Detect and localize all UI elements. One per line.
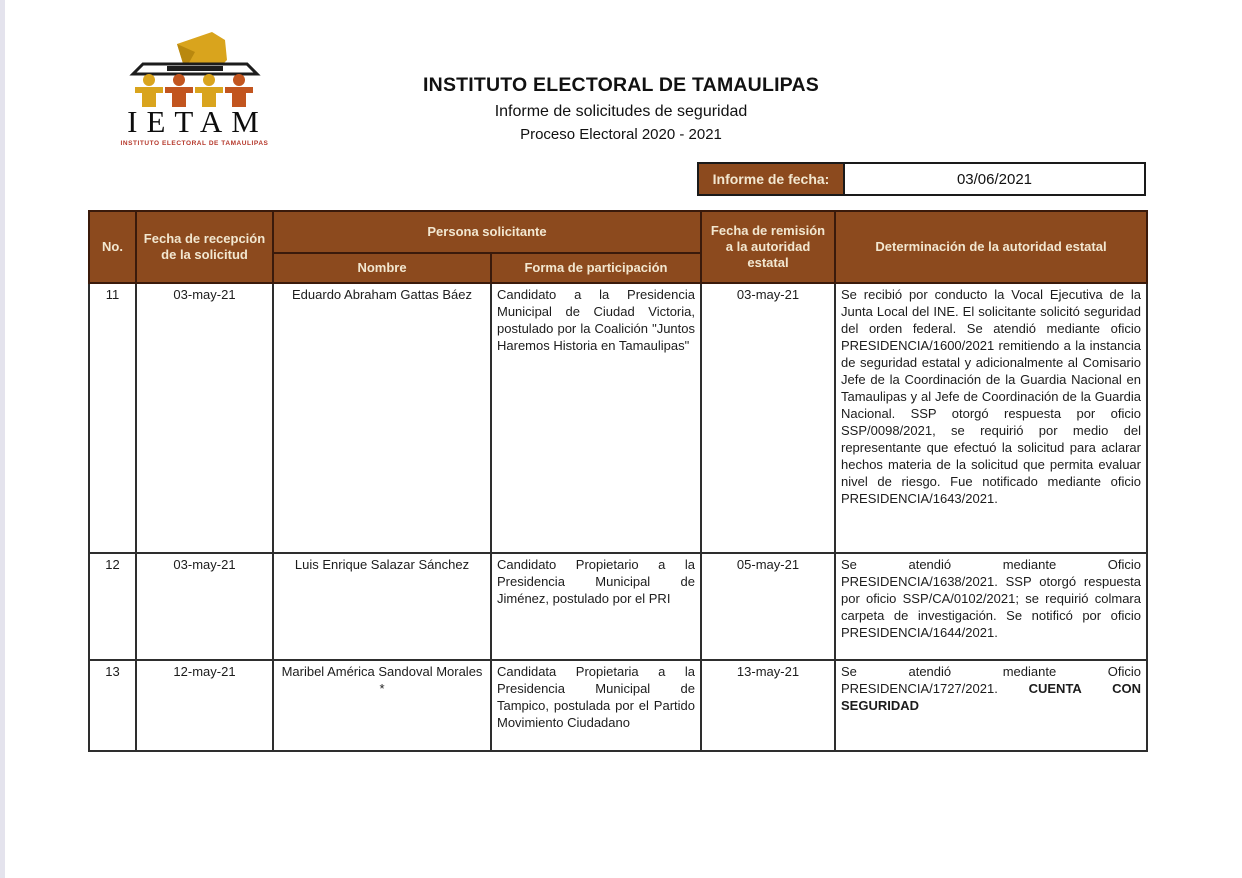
- col-header-forma-participacion: Forma de participación: [491, 253, 701, 283]
- page-title: INSTITUTO ELECTORAL DE TAMAULIPAS: [423, 74, 819, 96]
- cell-fecha-remision: 03-may-21: [701, 283, 835, 553]
- col-header-fecha-remision: Fecha de remisión a la autoridad estatal: [701, 211, 835, 283]
- determinacion-text: Se atendió mediante Oficio PRESIDENCIA/1727/2021.: [841, 664, 1141, 697]
- determinacion-bold-text: CUENTA CON SEGURIDAD: [841, 681, 1142, 714]
- cell-nombre: [273, 660, 491, 751]
- col-header-determinacion: Determinación de la autoridad estatal: [835, 211, 1147, 283]
- table-row: [89, 283, 1147, 553]
- cell-nombre: [273, 553, 491, 660]
- report-date-value: 03/06/2021: [845, 162, 1146, 196]
- cell-fecha-recepcion: 12-may-21: [136, 660, 273, 751]
- col-header-fecha-recepcion: Fecha de recepción de la solicitud: [136, 211, 273, 283]
- table-row: [89, 553, 1147, 660]
- report-date-box: [697, 162, 1146, 196]
- cell-no: 12: [89, 553, 136, 660]
- table-row: [89, 660, 1147, 751]
- page-subtitle: Informe de solicitudes de seguridad: [494, 103, 748, 120]
- cell-forma-participacion: Candidato a la Presidencia Municipal de Ciudad Victoria, postulado por la Coalición "Juntos Haremos Historia en Tamaulipas": [491, 283, 701, 553]
- cell-forma-participacion: Candidato Propietario a la Presidencia Municipal de Jiménez, postulado por el PRI: [491, 553, 701, 660]
- cell-no: 13: [89, 660, 136, 751]
- col-header-persona-solicitante: Persona solicitante: [273, 211, 701, 253]
- nombre-text: Maribel América Sandoval Morales: [281, 664, 483, 679]
- cell-determinacion: [835, 283, 1147, 553]
- cell-determinacion: [835, 660, 1147, 751]
- nombre-text: Eduardo Abraham Gattas Báez: [292, 287, 472, 302]
- cell-fecha-remision: 05-may-21: [701, 553, 835, 660]
- document-header: [0, 74, 1242, 143]
- cell-fecha-recepcion: 03-may-21: [136, 553, 273, 660]
- cell-nombre: [273, 283, 491, 553]
- logo-caption: INSTITUTO ELECTORAL DE TAMAULIPAS: [120, 140, 269, 147]
- solicitudes-table: [88, 210, 1148, 752]
- cell-fecha-recepcion: 03-may-21: [136, 283, 273, 553]
- report-date-label: Informe de fecha:: [697, 162, 845, 196]
- cell-no: 11: [89, 283, 136, 553]
- cell-fecha-remision: 13-may-21: [701, 660, 835, 751]
- cell-determinacion: [835, 553, 1147, 660]
- determinacion-text: Se atendió mediante Oficio PRESIDENCIA/1638/2021. SSP otorgó respuesta por oficio SSP/CA/0102/2021; se requirió colmara carpeta de investigación. Se notificó por oficio PRESIDENCIA/1644/2021.: [841, 557, 1141, 641]
- nombre-note: *: [379, 681, 385, 697]
- determinacion-text: Se recibió por conducto la Vocal Ejecutiva de la Junta Local del INE. El solicitante solicitó seguridad del orden federal. Se atendió mediante oficio PRESIDENCIA/1600/2021 remitiendo a la instancia de seguridad estatal y adicionalmente al Comisario Jefe de la Coordinación de la Guardia Nacional en Tamaulipas y al Jefe de Coordinación de la Guardia Nacional. SSP otorgó respuesta por oficio SSP/0098/2021, se requirió por medio del representante que efectuó la solicitud para aclarar hechos materia de la solicitud que permita evaluar nivel de riesgo. Fue notificado mediante oficio PRESIDENCIA/1643/2021.: [841, 287, 1141, 507]
- nombre-text: Luis Enrique Salazar Sánchez: [294, 557, 470, 572]
- col-header-nombre: Nombre: [273, 253, 491, 283]
- cell-forma-participacion: Candidata Propietaria a la Presidencia Municipal de Tampico, postulada por el Partido Movimiento Ciudadano: [491, 660, 701, 751]
- electoral-process-label: Proceso Electoral 2020 - 2021: [520, 126, 722, 143]
- logo-acronym: IETAM: [127, 104, 268, 139]
- col-header-no: No.: [89, 211, 136, 283]
